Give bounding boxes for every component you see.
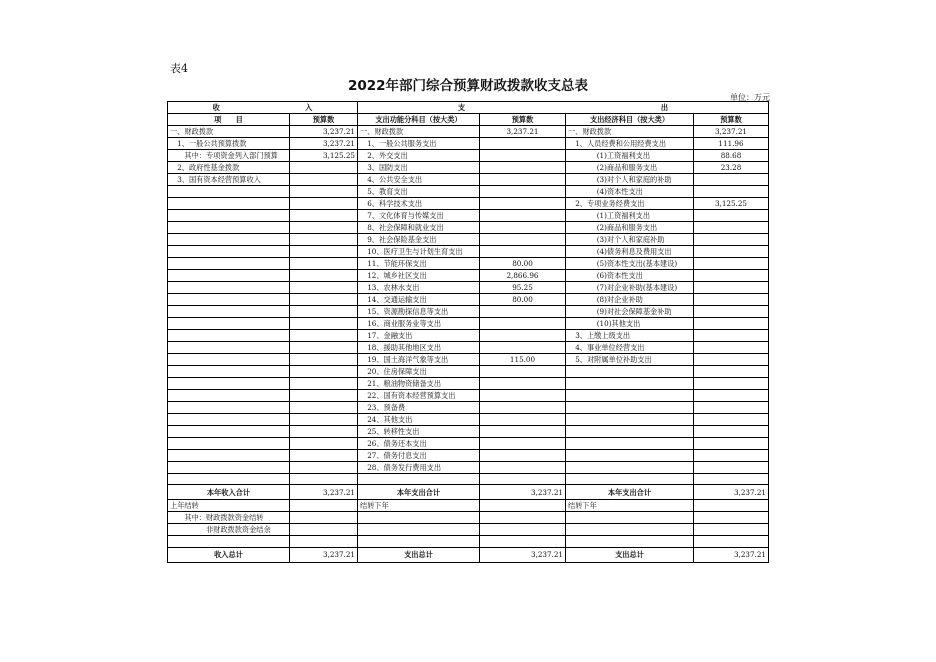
income-budget-cell (290, 270, 358, 282)
econ-item-cell (566, 378, 694, 390)
income-budget-cell (290, 162, 358, 174)
func-budget-cell (480, 234, 566, 246)
year-income-value: 3,237.21 (290, 485, 358, 500)
econ-item-cell: (6)资本性支出 (566, 270, 694, 282)
income-budget-cell (290, 426, 358, 438)
func-item-cell: 15、资源勘探信息等支出 (358, 306, 480, 318)
income-budget-cell (290, 186, 358, 198)
table-row (168, 462, 769, 474)
func-item-cell: 28、债务发行费用支出 (358, 462, 480, 474)
econ-budget-cell (694, 270, 769, 282)
func-budget-cell: 115.00 (480, 354, 566, 366)
income-item-cell (168, 186, 290, 198)
func-item-cell: 26、债务还本支出 (358, 438, 480, 450)
func-item-cell: 18、援助其他地区支出 (358, 342, 480, 354)
func-item-cell: 21、粮油物资储备支出 (358, 378, 480, 390)
income-item-cell (168, 306, 290, 318)
income-budget-cell (290, 450, 358, 462)
year-func-value: 3,237.21 (480, 485, 566, 500)
table-row (168, 222, 769, 234)
table-row (168, 426, 769, 438)
econ-item-cell (566, 426, 694, 438)
econ-item-cell: (2)商品和服务支出 (566, 222, 694, 234)
func-budget-cell (480, 426, 566, 438)
func-item-cell: 20、住房保障支出 (358, 366, 480, 378)
income-budget-cell (290, 210, 358, 222)
income-item-cell (168, 354, 290, 366)
income-item-cell (168, 426, 290, 438)
income-budget-cell (290, 318, 358, 330)
func-budget-cell: 80.00 (480, 258, 566, 270)
table-row (168, 474, 769, 485)
func-item-cell: 13、农林水支出 (358, 282, 480, 294)
table-row (168, 162, 769, 174)
col-header-budget: 预算数 (290, 114, 358, 126)
func-budget-cell (480, 414, 566, 426)
func-item-cell: 22、国有资本经营预算支出 (358, 390, 480, 402)
income-budget-cell (290, 390, 358, 402)
func-item-cell: 25、转移性支出 (358, 426, 480, 438)
table-row (168, 198, 769, 210)
income-budget-cell: 3,125.25 (290, 150, 358, 162)
func-budget-cell (480, 246, 566, 258)
econ-item-cell (566, 462, 694, 474)
table-row (168, 306, 769, 318)
income-item-cell (168, 438, 290, 450)
func-item-cell: 10、医疗卫生与计划生育支出 (358, 246, 480, 258)
table-row (168, 294, 769, 306)
econ-budget-cell (694, 330, 769, 342)
carry-sub-nonfiscal: 非财政拨款资金结余 (168, 524, 290, 536)
func-item-cell: 19、国土海洋气象等支出 (358, 354, 480, 366)
budget-table (167, 101, 769, 563)
income-budget-cell (290, 306, 358, 318)
func-budget-cell: 95.25 (480, 282, 566, 294)
econ-budget-cell: 88.68 (694, 150, 769, 162)
func-budget-cell (480, 186, 566, 198)
func-budget-cell (480, 378, 566, 390)
econ-budget-cell (694, 390, 769, 402)
econ-budget-cell (694, 294, 769, 306)
income-budget-cell (290, 366, 358, 378)
income-item-cell: 2、政府性基金拨款 (168, 162, 290, 174)
table-row (168, 330, 769, 342)
grand-econ-value: 3,237.21 (694, 547, 769, 562)
func-budget-cell (480, 438, 566, 450)
carry-in-label: 上年结转 (168, 500, 290, 512)
func-budget-cell (480, 210, 566, 222)
func-budget-cell (480, 222, 566, 234)
econ-item-cell: 4、事业单位经营支出 (566, 342, 694, 354)
income-budget-cell (290, 378, 358, 390)
econ-item-cell: (8)对企业补助 (566, 294, 694, 306)
col-header-budget: 预算数 (480, 114, 566, 126)
table-row (168, 390, 769, 402)
table-row (168, 186, 769, 198)
income-budget-cell (290, 198, 358, 210)
income-item-cell (168, 462, 290, 474)
econ-item-cell: 3、上缴上级支出 (566, 330, 694, 342)
table-row (168, 354, 769, 366)
func-item-cell: 14、交通运输支出 (358, 294, 480, 306)
econ-budget-cell (694, 426, 769, 438)
income-budget-cell (290, 354, 358, 366)
col-header-func: 支出功能分科目（按大类） (358, 114, 480, 126)
table-row (168, 282, 769, 294)
table-row (168, 547, 769, 562)
income-budget-cell: 3,237.21 (290, 126, 358, 138)
func-budget-cell (480, 330, 566, 342)
income-budget-cell (290, 294, 358, 306)
econ-item-cell (566, 450, 694, 462)
table-row (168, 524, 769, 536)
econ-budget-cell (694, 282, 769, 294)
table-row (168, 450, 769, 462)
func-item-cell: 4、公共安全支出 (358, 174, 480, 186)
income-item-cell (168, 318, 290, 330)
func-budget-cell: 3,237.21 (480, 126, 566, 138)
econ-item-cell (566, 366, 694, 378)
econ-budget-cell (694, 366, 769, 378)
econ-item-cell: (1)工资福利支出 (566, 210, 694, 222)
econ-item-cell: (2)商品和服务支出 (566, 162, 694, 174)
func-item-cell: 12、城乡社区支出 (358, 270, 480, 282)
income-item-cell (168, 402, 290, 414)
econ-budget-cell (694, 318, 769, 330)
func-budget-cell (480, 318, 566, 330)
econ-item-cell: 5、对附属单位补助支出 (566, 354, 694, 366)
econ-item-cell: 2、专项业务经费支出 (566, 198, 694, 210)
func-budget-cell: 80.00 (480, 294, 566, 306)
table-row (168, 485, 769, 500)
table-row (168, 512, 769, 524)
table-row (168, 378, 769, 390)
grand-income-value: 3,237.21 (290, 547, 358, 562)
table-row (168, 126, 769, 138)
econ-budget-cell (694, 354, 769, 366)
table-row (168, 246, 769, 258)
income-item-cell (168, 294, 290, 306)
econ-budget-cell: 3,125.25 (694, 198, 769, 210)
econ-budget-cell (694, 306, 769, 318)
func-item-cell: 11、节能环保支出 (358, 258, 480, 270)
func-budget-cell (480, 366, 566, 378)
grand-income-label: 收入总计 (168, 547, 290, 562)
page-title: 2022年部门综合预算财政拨款收支总表 (347, 78, 589, 94)
econ-item-cell (566, 390, 694, 402)
income-item-cell (168, 450, 290, 462)
year-econ-value: 3,237.21 (694, 485, 769, 500)
func-budget-cell (480, 450, 566, 462)
econ-budget-cell (694, 342, 769, 354)
year-econ-label: 本年支出合计 (566, 485, 694, 500)
table-row (168, 234, 769, 246)
econ-budget-cell (694, 438, 769, 450)
table-footer (168, 485, 769, 562)
income-budget-cell (290, 174, 358, 186)
econ-item-cell: (3)对个人和家庭的补助 (566, 174, 694, 186)
col-header-item: 项 目 (168, 114, 290, 126)
func-budget-cell (480, 150, 566, 162)
table-number: 表4 (170, 62, 188, 75)
income-item-cell (168, 246, 290, 258)
econ-budget-cell (694, 246, 769, 258)
table-row (168, 258, 769, 270)
expense-group-header: 支 出 (358, 102, 769, 114)
income-item-cell (168, 222, 290, 234)
unit-label: 单位：万元 (730, 93, 770, 102)
econ-budget-cell: 23.28 (694, 162, 769, 174)
econ-budget-cell (694, 234, 769, 246)
econ-item-cell: (1)工资福利支出 (566, 150, 694, 162)
income-group-header: 收 入 (168, 102, 358, 114)
group-header-row (168, 102, 769, 114)
func-item-cell: 9、社会保险基金支出 (358, 234, 480, 246)
func-item-cell: 5、教育支出 (358, 186, 480, 198)
col-header-budget: 预算数 (694, 114, 769, 126)
econ-budget-cell: 3,237.21 (694, 126, 769, 138)
grand-func-value: 3,237.21 (480, 547, 566, 562)
func-item-cell: 7、文化体育与传媒支出 (358, 210, 480, 222)
econ-item-cell (566, 414, 694, 426)
table-row (168, 536, 769, 547)
func-item-cell: 8、社会保障和就业支出 (358, 222, 480, 234)
func-item-cell: 24、其他支出 (358, 414, 480, 426)
func-budget-cell (480, 306, 566, 318)
econ-item-cell (566, 402, 694, 414)
table-row (168, 366, 769, 378)
econ-item-cell: (5)资本性支出(基本建设) (566, 258, 694, 270)
grand-func-label: 支出总计 (358, 547, 480, 562)
income-budget-cell (290, 222, 358, 234)
grand-econ-label: 支出总计 (566, 547, 694, 562)
func-budget-cell (480, 342, 566, 354)
table-row (168, 150, 769, 162)
func-item-cell: 6、科学技术支出 (358, 198, 480, 210)
income-budget-cell (290, 342, 358, 354)
table-row (168, 138, 769, 150)
income-budget-cell (290, 438, 358, 450)
table-row (168, 402, 769, 414)
econ-budget-cell (694, 402, 769, 414)
econ-budget-cell (694, 174, 769, 186)
func-item-cell: 2、外交支出 (358, 150, 480, 162)
table-row (168, 414, 769, 426)
econ-budget-cell (694, 378, 769, 390)
table-row (168, 342, 769, 354)
econ-item-cell: (4)资本性支出 (566, 186, 694, 198)
col-header-econ: 支出经济科目（按大类） (566, 114, 694, 126)
func-item-cell: 23、预备费 (358, 402, 480, 414)
carry-out-econ-label: 结转下年 (566, 500, 694, 512)
table-body (168, 126, 769, 485)
income-item-cell: 其中：专项资金列入部门预算 (168, 150, 290, 162)
func-budget-cell (480, 198, 566, 210)
econ-budget-cell (694, 222, 769, 234)
econ-budget-cell (694, 258, 769, 270)
income-item-cell (168, 198, 290, 210)
income-item-cell: 3、国有资本经营预算收入 (168, 174, 290, 186)
year-func-label: 本年支出合计 (358, 485, 480, 500)
econ-budget-cell (694, 210, 769, 222)
econ-budget-cell: 111.96 (694, 138, 769, 150)
func-item-cell: 27、债务付息支出 (358, 450, 480, 462)
income-item-cell (168, 342, 290, 354)
income-item-cell (168, 282, 290, 294)
carry-sub-fiscal: 其中：财政拨款资金结转 (168, 512, 290, 524)
econ-budget-cell (694, 186, 769, 198)
func-budget-cell (480, 162, 566, 174)
income-item-cell (168, 366, 290, 378)
func-item-cell: 17、金融支出 (358, 330, 480, 342)
econ-budget-cell (694, 462, 769, 474)
func-budget-cell (480, 402, 566, 414)
income-budget-cell (290, 246, 358, 258)
table-row (168, 270, 769, 282)
func-budget-cell (480, 138, 566, 150)
income-budget-cell (290, 330, 358, 342)
econ-item-cell: 一、财政拨款 (566, 126, 694, 138)
income-budget-cell (290, 282, 358, 294)
econ-budget-cell (694, 450, 769, 462)
income-item-cell (168, 258, 290, 270)
econ-item-cell: (7)对企业补助(基本建设) (566, 282, 694, 294)
income-budget-cell (290, 462, 358, 474)
econ-item-cell: (10)其他支出 (566, 318, 694, 330)
econ-item-cell: (9)对社会保障基金补助 (566, 306, 694, 318)
func-budget-cell (480, 462, 566, 474)
table-row (168, 500, 769, 512)
income-budget-cell: 3,237.21 (290, 138, 358, 150)
func-item-cell: 1、一般公共服务支出 (358, 138, 480, 150)
income-item-cell (168, 234, 290, 246)
income-item-cell (168, 270, 290, 282)
income-budget-cell (290, 414, 358, 426)
income-budget-cell (290, 234, 358, 246)
carry-out-func-label: 结转下年 (358, 500, 480, 512)
econ-item-cell: 1、人员经费和公用经费支出 (566, 138, 694, 150)
econ-item-cell (566, 438, 694, 450)
income-item-cell (168, 378, 290, 390)
column-header-row (168, 114, 769, 126)
income-item-cell: 1、一般公共预算拨款 (168, 138, 290, 150)
table-row (168, 174, 769, 186)
func-budget-cell (480, 390, 566, 402)
income-budget-cell (290, 258, 358, 270)
func-item-cell: 一、财政拨款 (358, 126, 480, 138)
func-item-cell: 3、国防支出 (358, 162, 480, 174)
func-item-cell: 16、商业服务业等支出 (358, 318, 480, 330)
income-item-cell (168, 330, 290, 342)
income-item-cell (168, 210, 290, 222)
econ-budget-cell (694, 414, 769, 426)
func-budget-cell: 2,866.96 (480, 270, 566, 282)
income-item-cell (168, 414, 290, 426)
income-budget-cell (290, 402, 358, 414)
year-income-label: 本年收入合计 (168, 485, 290, 500)
func-budget-cell (480, 174, 566, 186)
income-item-cell: 一、财政拨款 (168, 126, 290, 138)
table-row (168, 438, 769, 450)
income-item-cell (168, 390, 290, 402)
table-row (168, 318, 769, 330)
table-row (168, 210, 769, 222)
econ-item-cell: (4)债务利息及费用支出 (566, 246, 694, 258)
econ-item-cell: (3)对个人和家庭补助 (566, 234, 694, 246)
